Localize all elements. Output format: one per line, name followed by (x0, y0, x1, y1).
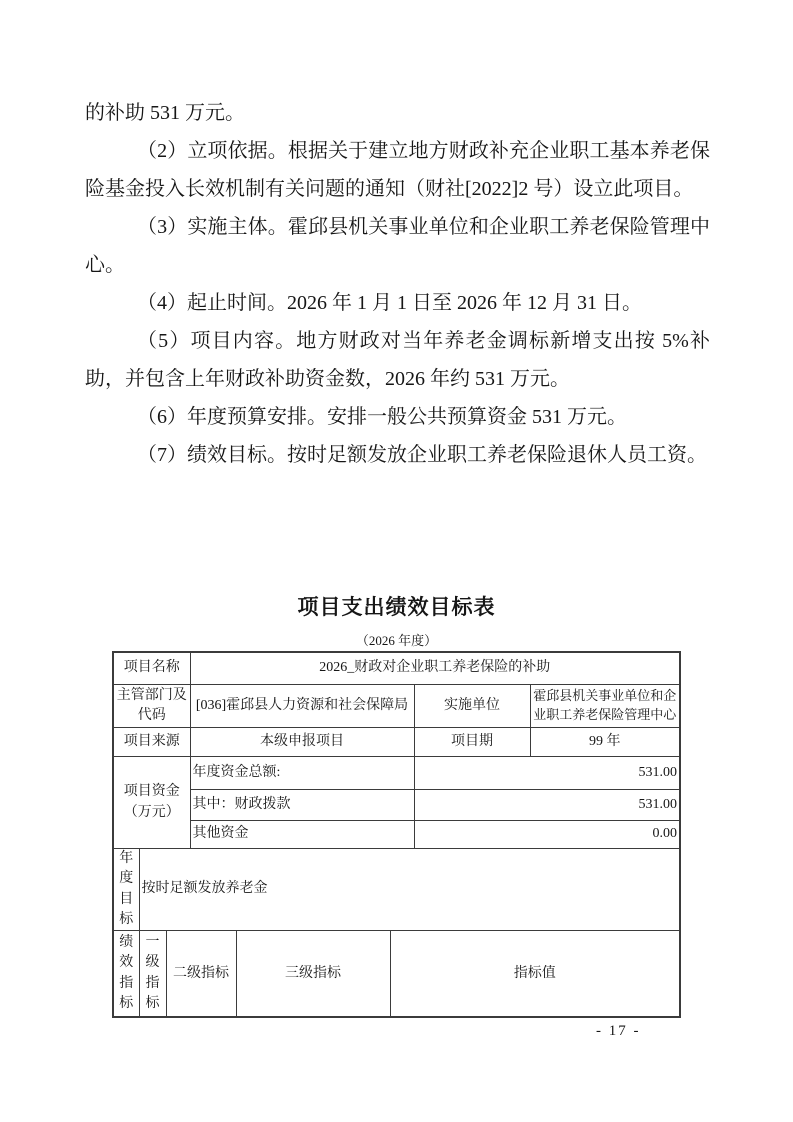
body-text (85, 94, 710, 474)
funds-total-value: 531.00 (414, 757, 680, 790)
paragraph: （7）绩效目标。按时足额发放企业职工养老保险退休人员工资。 (137, 444, 707, 466)
table-row (113, 652, 680, 685)
annual-goal-value: 按时足额发放养老金 (139, 849, 680, 931)
dept-value: [036]霍邱县人力资源和社会保障局 (190, 685, 414, 728)
table-row (113, 931, 680, 1018)
indicator-value-label: 指标值 (390, 931, 680, 1018)
table-title: 项目支出绩效目标表 (297, 596, 496, 619)
impl-unit-label: 实施单位 (414, 685, 530, 728)
project-name-value: 2026_财政对企业职工养老保险的补助 (190, 652, 680, 685)
level1-indicator-label: 一级指标 (139, 931, 166, 1018)
source-value: 本级申报项目 (190, 728, 414, 757)
impl-unit-value: 霍邱县机关事业单位和企业职工养老保险管理中心 (530, 685, 680, 728)
funds-other-label: 其他资金 (190, 821, 414, 849)
level3-indicator-label: 三级指标 (236, 931, 390, 1018)
table-row (113, 790, 680, 821)
table-row (113, 685, 680, 728)
paragraph: （4）起止时间。2026 年 1 月 1 日至 2026 年 12 月 31 日。 (137, 292, 642, 314)
period-value: 99 年 (530, 728, 680, 757)
funds-fiscal-value: 531.00 (414, 790, 680, 821)
performance-target-table (112, 651, 681, 1018)
source-label: 项目来源 (113, 728, 190, 757)
annual-goal-label: 年度目标 (113, 849, 139, 931)
period-label: 项目期 (414, 728, 530, 757)
funds-other-value: 0.00 (414, 821, 680, 849)
paragraph: （6）年度预算安排。安排一般公共预算资金 531 万元。 (137, 406, 627, 428)
paragraph: （5）项目内容。地方财政对当年养老金调标新增支出按 5%补助，并包含上年财政补助资金数，2026 年约 531 万元。 (85, 330, 710, 390)
funds-label: 项目资金（万元） (113, 757, 190, 849)
table-row (113, 757, 680, 790)
table-row (113, 728, 680, 757)
paragraph: （3）实施主体。霍邱县机关事业单位和企业职工养老保险管理中心。 (85, 216, 710, 276)
dept-label: 主管部门及代码 (113, 685, 190, 728)
funds-total-label: 年度资金总额: (190, 757, 414, 790)
page-number: - 17 - (596, 1023, 641, 1039)
level2-indicator-label: 二级指标 (166, 931, 236, 1018)
funds-fiscal-label: 其中：财政拨款 (190, 790, 414, 821)
project-name-label: 项目名称 (113, 652, 190, 685)
perf-indicator-label: 绩效指标 (113, 931, 139, 1018)
paragraph: 的补助 531 万元。 (85, 102, 245, 124)
table-row (113, 821, 680, 849)
paragraph: （2）立项依据。根据关于建立地方财政补充企业职工基本养老保险基金投入长效机制有关问题的通知（财社[2022]2 号）设立此项目。 (85, 140, 710, 200)
table-subtitle: （2026 年度） (355, 633, 438, 648)
table-row (113, 849, 680, 931)
